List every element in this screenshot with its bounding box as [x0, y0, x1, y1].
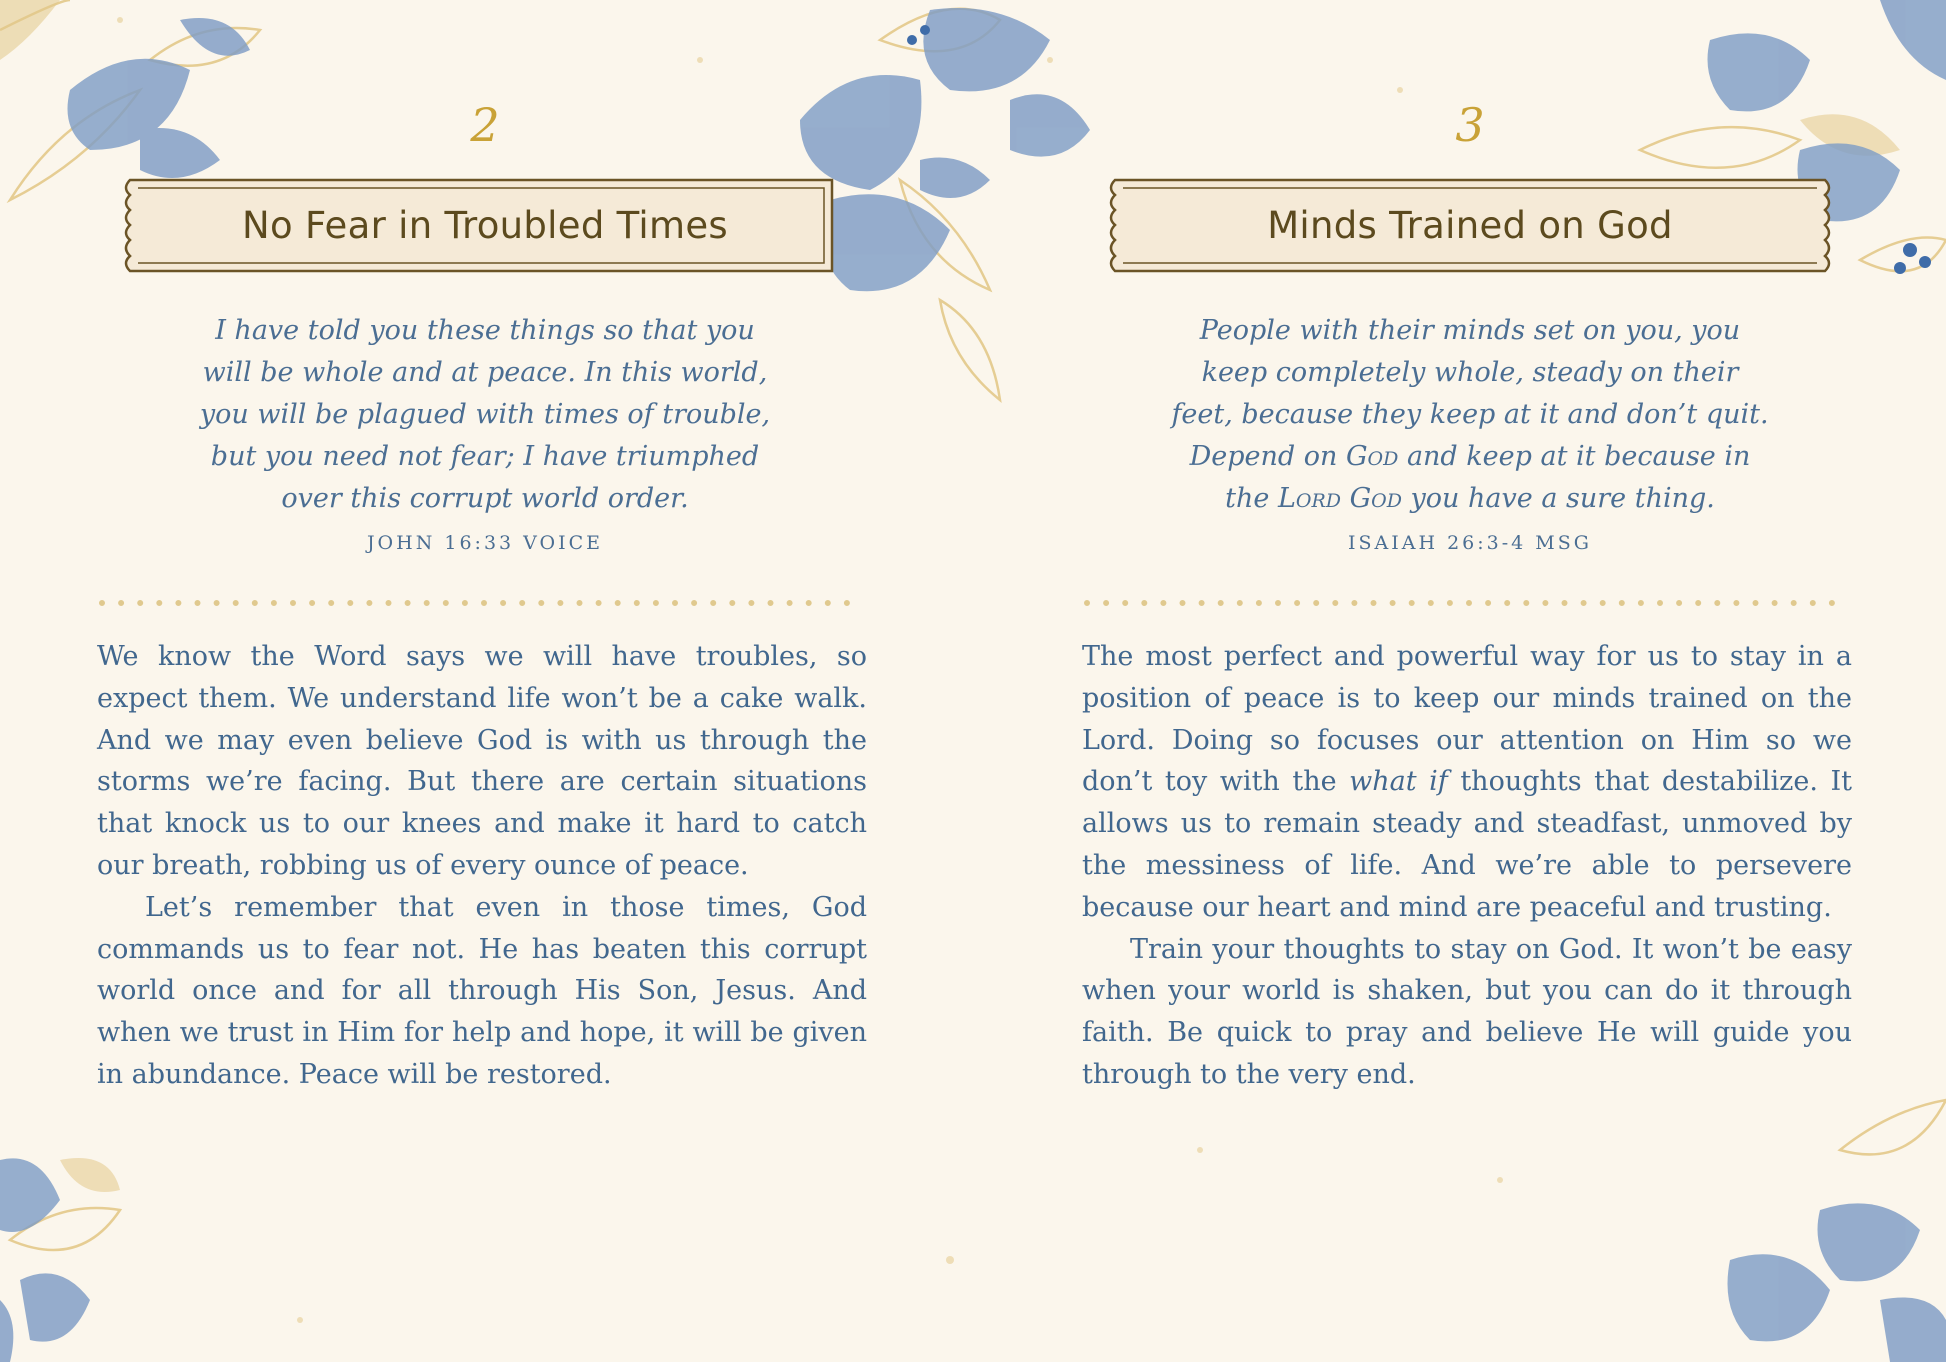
dotted-divider — [1082, 598, 1852, 608]
title-banner — [1107, 178, 1833, 273]
verse-line: I have told you these things so that you — [215, 315, 755, 346]
body-emphasis: what if — [1349, 766, 1448, 798]
scripture-reference: ISAIAH 26:3-4 MSG — [1348, 532, 1592, 554]
right-page — [1080, 0, 1860, 1362]
body-paragraph: Train your thoughts to stay on God. It won’t be easy when your world is shaken, but you can do it through faith. Be quick to pray and believe He will guide you through to the very end. — [1082, 933, 1852, 1090]
body-text: The most perfect and powerful way for us to stay in a position of peace is to keep our minds trained on the Lord. Doing so focuses our attention on Him so we don’t toy with the — [1082, 641, 1852, 798]
body-paragraph: Let’s remember that even in those times, God commands us to fear not. He has beaten this corrupt world once and for all through His Son, Jesus. And when we trust in Him for help and hope, it will be given in abundance. Peace will be restored. — [97, 891, 867, 1090]
body-text: thoughts that destabilize. It allows us to remain steady and steadfast, unmoved by the messiness of life. And we’re able to persevere because our heart and mind are peaceful and trusting. — [1082, 766, 1852, 923]
verse-text: the — [1225, 483, 1278, 514]
scripture-reference: JOHN 16:33 VOICE — [366, 532, 604, 554]
verse-line: People with their minds set on you, you — [1199, 315, 1741, 346]
devotion-body — [1082, 636, 1852, 1096]
verse-small-caps: God — [1345, 441, 1399, 472]
left-page — [95, 0, 875, 1362]
devotion-number: 3 — [1455, 98, 1485, 152]
verse-line: you will be plagued with times of trouble, — [199, 399, 771, 430]
body-paragraph — [1082, 636, 1852, 929]
devotion-body — [97, 636, 867, 1096]
verse-line: will be whole and at peace. In this world, — [202, 357, 768, 388]
devotion-title: Minds Trained on God — [1267, 204, 1673, 247]
verse-text: Depend on — [1189, 441, 1346, 472]
dotted-divider — [97, 598, 867, 608]
verse-line — [1140, 436, 1800, 478]
verse-line — [1140, 478, 1800, 520]
scripture-verse — [1140, 310, 1800, 520]
verse-line: but you need not fear; I have triumphed — [210, 441, 760, 472]
scripture-verse — [155, 310, 815, 520]
verse-line: keep completely whole, steady on their — [1201, 357, 1739, 388]
verse-line: over this corrupt world order. — [281, 483, 689, 514]
devotion-number: 2 — [470, 98, 500, 152]
devotion-title: No Fear in Troubled Times — [242, 204, 728, 247]
title-banner — [122, 178, 848, 273]
verse-small-caps: Lord God — [1277, 483, 1402, 514]
verse-text: and keep at it because in — [1398, 441, 1751, 472]
verse-text: you have a sure thing. — [1401, 483, 1715, 514]
body-paragraph: We know the Word says we will have troubles, so expect them. We understand life won’t be a cake walk. And we may even believe God is with us through the storms we’re facing. But there are certain situations that knock us to our knees and make it hard to catch our breath, robbing us of every ounce of peace. — [97, 641, 867, 881]
verse-line: feet, because they keep at it and don’t quit. — [1171, 399, 1769, 430]
